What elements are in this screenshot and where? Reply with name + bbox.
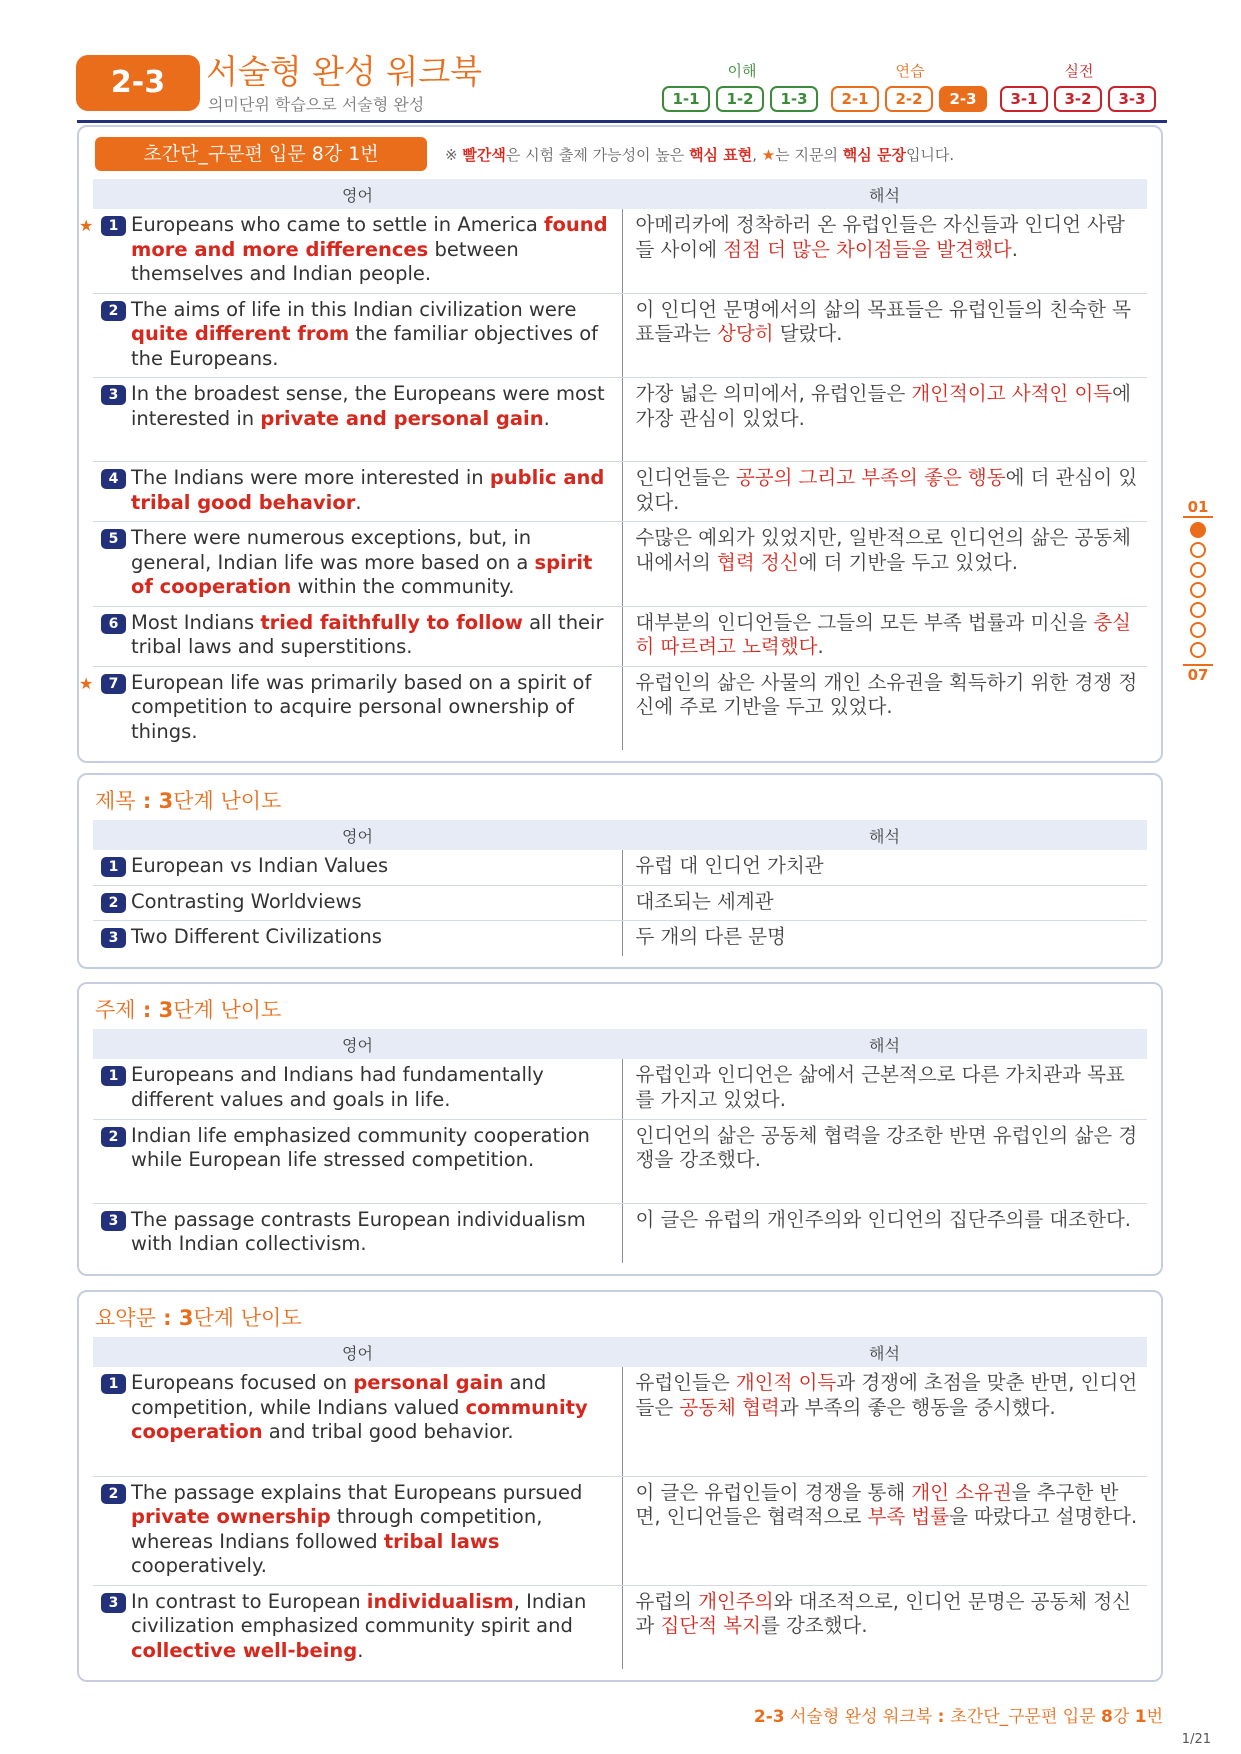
col-header-korean: 해석: [622, 1029, 1147, 1059]
level-button-3-2[interactable]: 3-2: [1054, 86, 1102, 112]
table-row: [93, 1059, 1147, 1119]
korean-cell: 유럽인과 인디언은 삶에서 근본적으로 다른 가치관과 목표를 가지고 있었다.: [622, 1059, 1147, 1119]
level-button-3-1[interactable]: 3-1: [1000, 86, 1048, 112]
sentence-box: [77, 125, 1163, 763]
sentence-number: 2: [101, 301, 126, 321]
col-header-english: 영어: [93, 820, 622, 850]
table-row: [93, 1203, 1147, 1263]
korean-cell: 유럽인의 삶은 사물의 개인 소유권을 획득하기 위한 경쟁 정신에 주로 기반을 두고 있었다.: [635, 670, 1138, 718]
nav-dot-3[interactable]: [1190, 562, 1206, 578]
title-section-heading: 제목 : 3단계 난이도: [95, 789, 282, 813]
key-sentence-star-icon: ★: [79, 673, 94, 693]
col-header-korean: 해석: [622, 1337, 1147, 1367]
theme-table: [93, 1029, 1147, 1263]
level-button-1-2[interactable]: 1-2: [716, 86, 764, 112]
english-cell: 5 There were numerous exceptions, but, in general, Indian life was more based on a spirit of cooperation within the community.: [93, 522, 622, 607]
summary-table: [93, 1337, 1147, 1669]
sentence-number: 3: [101, 385, 126, 405]
item-number: 2: [101, 1484, 126, 1504]
english-cell: ★ 7 European life was primarily based on a spirit of competition to acquire personal ownership of things.: [93, 666, 622, 750]
table-row: [93, 885, 1147, 921]
col-header-korean: 해석: [622, 179, 1147, 209]
col-header-english: 영어: [93, 1029, 622, 1059]
item-number: 1: [101, 1374, 126, 1394]
korean-cell: 이 글은 유럽의 개인주의와 인디언의 집단주의를 대조한다.: [635, 1207, 1131, 1231]
item-number: 3: [101, 928, 126, 948]
page-number: 1/21: [1181, 1732, 1211, 1747]
nav-dot-4[interactable]: [1190, 582, 1206, 598]
korean-cell: 두 개의 다른 문명: [635, 925, 786, 948]
col-header-english: 영어: [93, 1337, 622, 1367]
table-row: [93, 293, 1147, 378]
level-button-1-1[interactable]: 1-1: [662, 86, 710, 112]
key-sentence-star-icon: ★: [79, 216, 94, 235]
page-subtitle: 의미단위 학습으로 서술형 완성: [208, 95, 425, 114]
nav-dot-6[interactable]: [1190, 622, 1206, 638]
sentence-number: 5: [101, 529, 126, 549]
level-group-practice: 연습: [895, 62, 925, 80]
english-cell: 2 The aims of life in this Indian civilization were quite different from the familiar objectives of the Europeans.: [93, 293, 622, 378]
table-row: [93, 378, 1147, 462]
table-row: [93, 1119, 1147, 1203]
summary-box: [77, 1290, 1163, 1682]
sentence-nav: [1183, 498, 1213, 684]
sentence-number: 6: [101, 614, 126, 634]
lesson-tag: 초간단_구문편 입문 8강 1번: [95, 137, 427, 171]
table-row: [93, 1585, 1147, 1669]
korean-cell: 아메리카에 정착하러 온 유럽인들은 자신들과 인디언 사람들 사이에 점점 더 많은 차이점들을 발견했다.: [622, 209, 1147, 293]
item-number: 3: [101, 1211, 126, 1231]
item-number: 2: [101, 893, 126, 913]
level-button-2-3[interactable]: 2-3: [939, 86, 987, 112]
korean-cell: 수많은 예외가 있었지만, 일반적으로 인디언의 삶은 공동체 내에서의 협력 정신에 더 기반을 두고 있었다.: [622, 522, 1147, 607]
english-cell: 4 The Indians were more interested in public and tribal good behavior.: [93, 462, 622, 522]
korean-cell: 가장 넓은 의미에서, 유럽인들은 개인적이고 사적인 이득에 가장 관심이 있었다.: [622, 378, 1147, 462]
item-number: 2: [101, 1127, 126, 1147]
korean-cell: 대조되는 세계관: [622, 885, 1147, 921]
english-cell: 1 Europeans focused on personal gain and competition, while Indians valued community cooperation and tribal good behavior.: [93, 1367, 622, 1476]
theme-box: [77, 982, 1163, 1276]
english-cell: 2 The passage explains that Europeans pursued private ownership through competition, whereas Indians followed tribal laws cooperatively.: [93, 1476, 622, 1585]
level-button-3-3[interactable]: 3-3: [1108, 86, 1156, 112]
level-button-1-3[interactable]: 1-3: [770, 86, 818, 112]
korean-cell: 이 인디언 문명에서의 삶의 목표들은 유럽인들의 친숙한 목표들과는 상당히 달랐다.: [622, 293, 1147, 378]
english-cell: 3 In contrast to European individualism, Indian civilization emphasized community spirit and collective well-being.: [93, 1585, 622, 1669]
english-cell: 3 The passage contrasts European individualism with Indian collectivism.: [93, 1203, 622, 1263]
english-cell: 1 European vs Indian Values: [93, 850, 622, 885]
table-row: [93, 1367, 1147, 1476]
table-row: [93, 209, 1147, 293]
table-row: [93, 462, 1147, 522]
korean-cell: 유럽 대 인디언 가치관: [622, 850, 1147, 885]
nav-dot-2[interactable]: [1190, 542, 1206, 558]
korean-cell: 유럽인들은 개인적 이득과 경쟁에 초점을 맞춘 반면, 인디언들은 공동체 협력과 부족의 좋은 행동을 중시했다.: [622, 1367, 1147, 1476]
summary-section-heading: 요약문 : 3단계 난이도: [95, 1306, 302, 1330]
english-cell: 3 In the broadest sense, the Europeans were most interested in private and personal gain.: [93, 378, 622, 462]
korean-cell: 이 글은 유럽인들이 경쟁을 통해 개인 소유권을 추구한 반면, 인디언들은 협력적으로 부족 법률을 따랐다고 설명한다.: [622, 1476, 1147, 1585]
theme-section-heading: 주제 : 3단계 난이도: [95, 998, 282, 1022]
item-number: 1: [101, 857, 126, 877]
section-badge: 2-3: [76, 55, 200, 111]
item-number: 1: [101, 1066, 126, 1086]
table-row: [93, 1476, 1147, 1585]
nav-dot-5[interactable]: [1190, 602, 1206, 618]
col-header-korean: 해석: [622, 820, 1147, 850]
level-group-real: 실전: [1064, 62, 1094, 80]
legend-notice: ※ 빨간색은 시험 출제 가능성이 높은 핵심 표현, ★는 지문의 핵심 문장입니다.: [445, 146, 955, 164]
level-group-understand: 이해: [727, 62, 757, 80]
level-button-2-1[interactable]: 2-1: [831, 86, 879, 112]
page-title: 서술형 완성 워크북: [206, 52, 483, 91]
nav-dot-7[interactable]: [1190, 642, 1206, 658]
table-row: [93, 921, 1147, 956]
table-row: [93, 666, 1147, 750]
item-number: 3: [101, 1593, 126, 1613]
header-divider: [77, 120, 1167, 123]
sentence-table: [79, 179, 1147, 750]
col-header-english: 영어: [93, 179, 622, 209]
english-cell: ★ 1 Europeans who came to settle in America found more and more differences between themselves and Indian people.: [93, 209, 622, 293]
sentence-number: 7: [101, 674, 126, 694]
sentence-number: 1: [101, 216, 126, 236]
table-row: [93, 606, 1147, 666]
korean-cell: 대부분의 인디언들은 그들의 모든 부족 법률과 미신을 충실히 따르려고 노력했다.: [622, 606, 1147, 666]
english-cell: 6 Most Indians tried faithfully to follow all their tribal laws and superstitions.: [93, 606, 622, 666]
english-cell: 1 Europeans and Indians had fundamentally different values and goals in life.: [93, 1059, 622, 1119]
english-cell: 2 Indian life emphasized community cooperation while European life stressed competition.: [93, 1119, 622, 1203]
english-cell: 2 Contrasting Worldviews: [93, 885, 622, 921]
title-table: [93, 820, 1147, 956]
korean-cell: 유럽의 개인주의와 대조적으로, 인디언 문명은 공동체 정신과 집단적 복지를 강조했다.: [635, 1589, 1131, 1637]
table-row: [93, 522, 1147, 607]
korean-cell: 인디언들은 공공의 그리고 부족의 좋은 행동에 더 관심이 있었다.: [622, 462, 1147, 522]
english-cell: 3 Two Different Civilizations: [93, 921, 622, 956]
table-row: [93, 850, 1147, 885]
sentence-number: 4: [101, 469, 126, 489]
nav-end-number: 07: [1183, 664, 1213, 684]
footer-caption: 2-3 서술형 완성 워크북 : 초간단_구문편 입문 8강 1번: [753, 1707, 1163, 1727]
level-button-2-2[interactable]: 2-2: [885, 86, 933, 112]
title-box: [77, 773, 1163, 969]
korean-cell: 인디언의 삶은 공동체 협력을 강조한 반면 유럽인의 삶은 경쟁을 강조했다.: [622, 1119, 1147, 1203]
nav-dot-1[interactable]: [1190, 522, 1206, 538]
nav-start-number: 01: [1183, 498, 1213, 518]
